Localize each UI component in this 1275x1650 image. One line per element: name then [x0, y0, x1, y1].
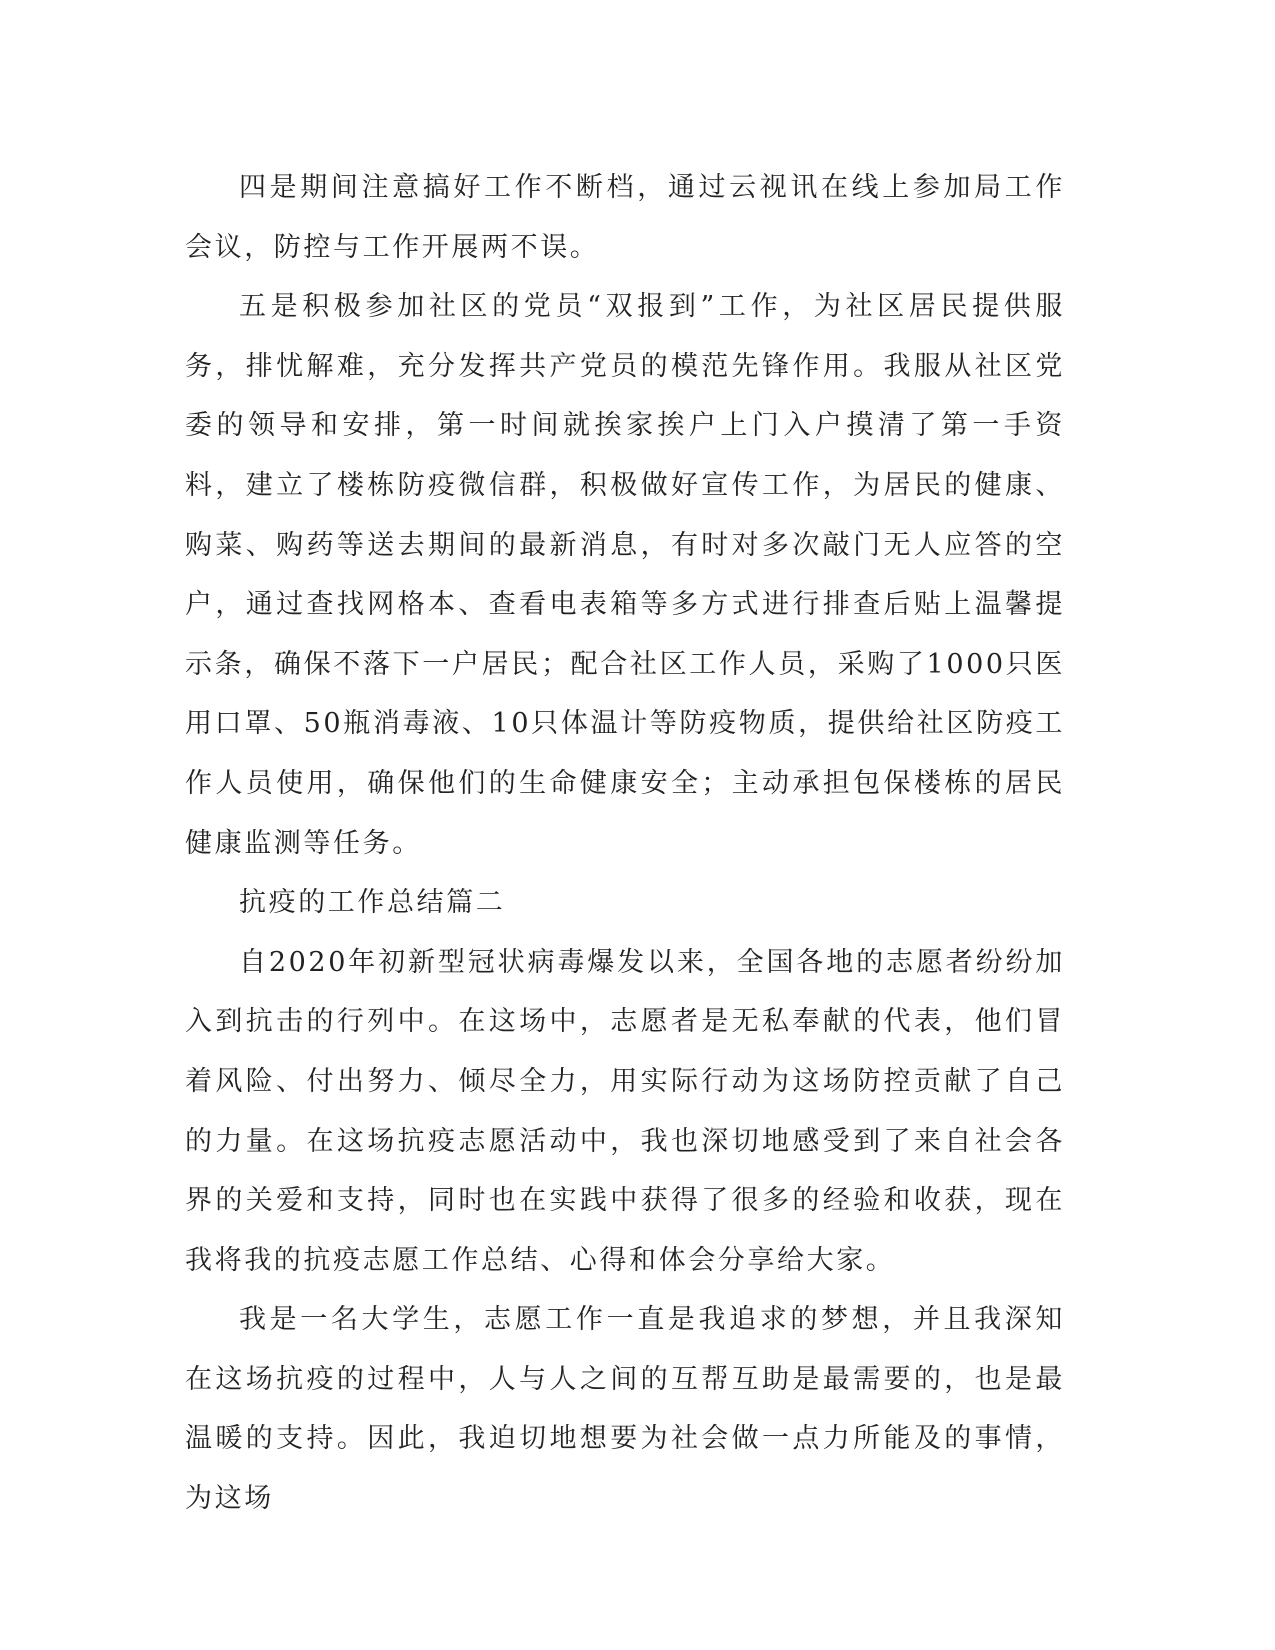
- section-heading: 抗疫的工作总结篇二: [239, 887, 506, 919]
- paragraph-student-volunteer: 我是一名大学生，志愿工作一直是我追求的梦想，并且我深知在这场抗疫的过程中，人与人之间的互帮互助是最需要的，也是最温暖的支持。因此，我迫切地想要为社会做一点力所能及的事情，为这场: [185, 1304, 1065, 1515]
- paragraph-volunteer-intro: 自2020年初新型冠状病毒爆发以来，全国各地的志愿者纷纷加入到抗击的行列中。在这场中，志愿者是无私奉献的代表，他们冒着风险、付出努力、倾尽全力，用实际行动为这场防控贡献了自己的力量。在这场抗疫志愿活动中，我也深切地感受到了来自社会各界的关爱和支持，同时也在实践中获得了很多的经验和收获，现在我将我的抗疫志愿工作总结、心得和体会分享给大家。: [185, 946, 1065, 1276]
- paragraph-community-service: 五是积极参加社区的党员“双报到”工作，为社区居民提供服务，排忧解难，充分发挥共产党员的模范先锋作用。我服从社区党委的领导和安排，第一时间就挨家挨户上门入户摸清了第一手资料，建立了楼栋防疫微信群，积极做好宣传工作，为居民的健康、购菜、购药等送去期间的最新消息，有时对多次敲门无人应答的空户，通过查找网格本、查看电表箱等多方式进行排查后贴上温馨提示条，确保不落下一户居民；配合社区工作人员，采购了1000只医用口罩、50瓶消毒液、10只体温计等防疫物质，提供给社区防疫工作人员使用，确保他们的生命健康安全；主动承担包保楼栋的居民健康监测等任务。: [185, 291, 1065, 859]
- document-body: [185, 158, 1065, 1529]
- paragraph-work-continuity: 四是期间注意搞好工作不断档，通过云视讯在线上参加局工作会议，防控与工作开展两不误。: [185, 172, 1065, 263]
